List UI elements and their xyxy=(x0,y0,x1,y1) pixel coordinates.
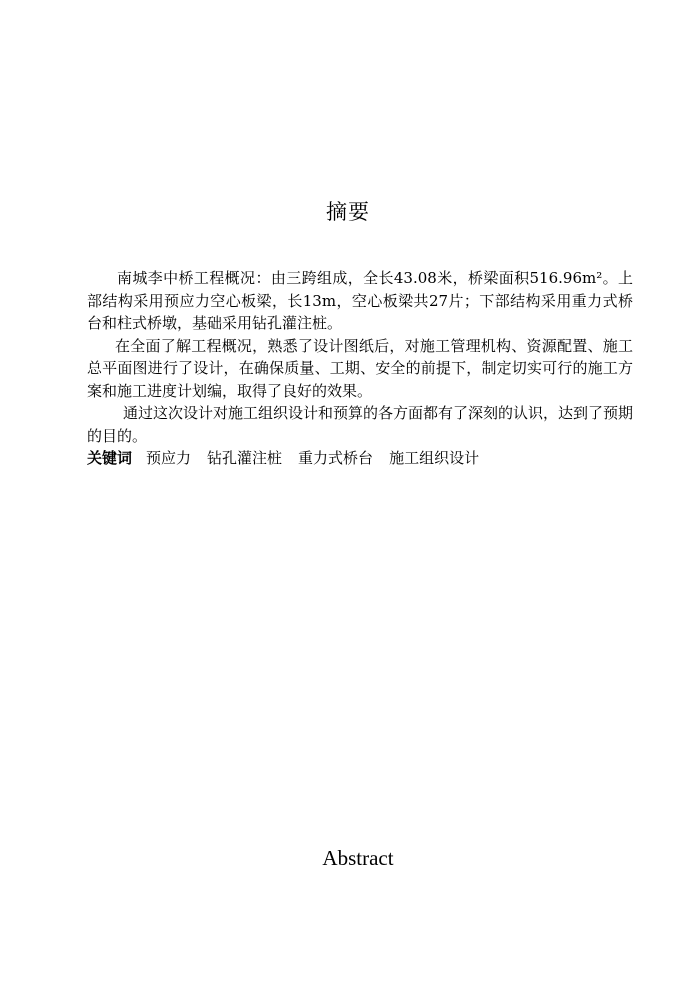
keyword: 钻孔灌注桩 xyxy=(207,449,283,467)
abstract-en-heading: Abstract xyxy=(322,846,394,870)
keyword: 施工组织设计 xyxy=(389,449,480,467)
keywords-label: 关键词 xyxy=(87,449,133,467)
abstract-cn-heading: 摘要 xyxy=(326,200,370,224)
keywords-line xyxy=(87,447,633,470)
abstract-paragraph: 通过这次设计对施工组织设计和预算的各方面都有了深刻的认识，达到了预期的目的。 xyxy=(87,404,634,445)
abstract-cn-body xyxy=(87,267,633,470)
keyword: 重力式桥台 xyxy=(298,449,374,467)
keyword: 预应力 xyxy=(146,449,192,467)
abstract-paragraph: 在全面了解工程概况，熟悉了设计图纸后，对施工管理机构、资源配置、施工总平面图进行了设计，在确保质量、工期、安全的前提下，制定切实可行的施工方案和施工进度计划编，取得了良好的效果。 xyxy=(87,336,633,400)
abstract-paragraph: 南城李中桥工程概况：由三跨组成，全长43.08米，桥梁面积516.96m²。上部结构采用预应力空心板梁，长13m，空心板梁共27片；下部结构采用重力式桥台和柱式桥墩，基础采用钻孔灌注桩。 xyxy=(87,269,633,332)
